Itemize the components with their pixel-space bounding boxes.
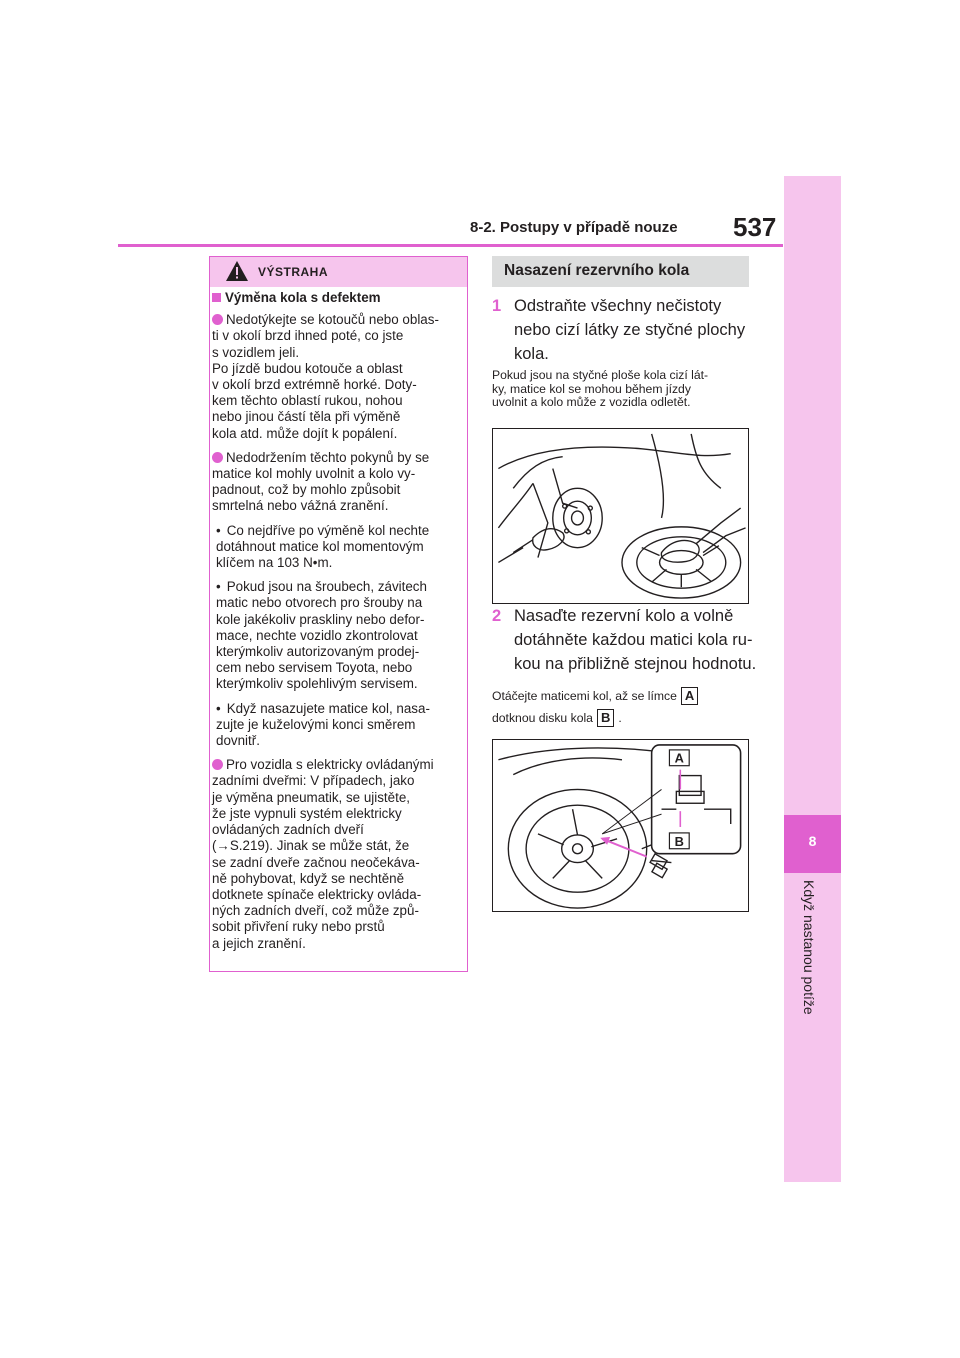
warning-item-line: dotáhnout matice kol momentovým xyxy=(216,538,424,554)
warning-item-line: dovnitř. xyxy=(216,733,260,749)
step-2-line-2: dotáhněte každou matici kola ru- xyxy=(514,631,753,649)
bullet-icon: • xyxy=(216,522,221,538)
step-1-line-2: nebo cizí látky ze styčné plochy xyxy=(514,321,746,339)
warning-subheading xyxy=(212,290,462,306)
step-2-note-part-1: Otáčejte maticemi kol, až se límce xyxy=(492,689,677,703)
warning-item xyxy=(212,757,462,951)
step-2-note-end: . xyxy=(618,711,622,725)
warning-item xyxy=(212,701,462,750)
warning-item-line: kem těchto oblastí rukou, nohou xyxy=(212,393,403,409)
warning-item-first-line xyxy=(216,579,462,595)
warning-item-line: cem nebo servisem Toyota, nebo xyxy=(216,660,413,676)
warning-item-line: zujte je kuželovými konci směrem xyxy=(216,716,416,732)
warning-item-line: kole jakékoliv praskliny nebo defor- xyxy=(216,611,425,627)
warning-items xyxy=(212,312,462,952)
bullet-icon: • xyxy=(216,700,221,716)
header-rule xyxy=(118,244,783,247)
chapter-number: 8 xyxy=(808,833,817,849)
warning-item xyxy=(212,312,462,442)
warning-item xyxy=(212,450,462,515)
warning-item-line: kola atd. může dojít k popálení. xyxy=(212,425,398,441)
warning-item-line: smrtelná nebo vážná zranění. xyxy=(212,498,389,514)
warning-item-line: Nedodržením těchto pokynů by se xyxy=(226,449,430,465)
step-1-number: 1 xyxy=(492,297,502,315)
step-1-note xyxy=(492,369,762,410)
label-b: B xyxy=(597,709,614,727)
warning-item-line: že jste vypnuli systém elektricky xyxy=(212,805,402,821)
section-title: 8-2. Postupy v případě nouze xyxy=(470,219,678,236)
warning-content xyxy=(212,290,462,960)
warning-item-line: matic nebo otvorech pro šrouby na xyxy=(216,595,423,611)
warning-item-line: Nedotýkejte se kotoučů nebo oblas- xyxy=(226,312,439,328)
warning-item-line: Co nejdříve po výměně kol nechte xyxy=(226,522,430,538)
step-2-note-part-2: dotknou disku kola xyxy=(492,711,593,725)
warning-item-first-line xyxy=(227,312,462,328)
warning-item-line: Pokud jsou na šroubech, závitech xyxy=(226,579,427,595)
page-number: 537 xyxy=(733,212,777,242)
warning-item-line: ně pohybovat, když se nechtěně xyxy=(212,870,405,886)
warning-item-first-line xyxy=(216,522,462,539)
figure-label-b: B xyxy=(674,833,684,849)
warning-item-line: sobit přivření ruky nebo prstů xyxy=(212,919,385,935)
warning-item-line: padnout, což by mohlo způsobit xyxy=(212,482,401,498)
warning-item-line: dotknete spínače elektricky ovláda- xyxy=(212,886,422,902)
step-2 xyxy=(492,604,762,676)
warning-item-line: ti v okolí brzd ihned poté, co jste xyxy=(212,328,404,344)
warning-item-line: (→S.219). Jinak se může stát, že xyxy=(212,838,410,854)
warning-item-line: nebo jinou částí těla při výměně xyxy=(212,409,401,425)
circle-bullet-icon xyxy=(212,452,223,463)
step-2-line-3: kou na přibližně stejnou hodnotu. xyxy=(514,655,757,673)
warning-item-line: matice kol mohly uvolnit a kolo vy- xyxy=(212,466,416,482)
label-a: A xyxy=(681,687,698,705)
step-1-note-line: Pokud jsou na styčné ploše kola cizí lát- xyxy=(492,368,709,382)
warning-item-line: mace, nechte vozidlo zkontrolovat xyxy=(216,627,418,643)
warning-item-line: kterýmkoliv spolehlivým servisem. xyxy=(216,676,418,692)
warning-item-line: ovládaných zadních dveří xyxy=(212,822,364,838)
warning-item-first-line xyxy=(227,757,462,773)
warning-item-first-line xyxy=(216,700,462,717)
warning-item-line: klíčem na 103 N•m. xyxy=(216,555,333,571)
warning-item-line: ných zadních dveří, což může způ- xyxy=(212,903,419,919)
warning-item xyxy=(212,523,462,572)
circle-bullet-icon xyxy=(212,759,223,770)
step-2-note xyxy=(492,685,762,729)
warning-item-first-line xyxy=(227,450,462,466)
warning-item-line: zadními dveřmi: V případech, jako xyxy=(212,773,415,789)
warning-item-line: je výměna pneumatik, se ujistěte, xyxy=(212,789,410,805)
step-1-note-line: uvolnit a kolo může z vozidla odletět. xyxy=(492,395,691,410)
warning-triangle-icon xyxy=(225,260,249,282)
section-heading: Nasazení rezervního kola xyxy=(504,262,690,279)
chapter-title: Když nastanou potíže xyxy=(801,880,817,1015)
figure-clean-wheel-hub xyxy=(492,428,749,604)
step-1-note-line: ky, matice kol se mohou během jízdy xyxy=(492,381,691,396)
warning-item-line: v okolí brzd extrémně horké. Doty- xyxy=(212,377,417,393)
warning-subheading-text: Výměna kola s defektem xyxy=(225,290,381,305)
step-1-line-1: Odstraňte všechny nečistoty xyxy=(514,297,722,315)
step-2-number: 2 xyxy=(492,607,502,625)
square-bullet-icon xyxy=(212,293,221,302)
figure-mount-spare-wheel xyxy=(492,739,749,912)
step-1-line-3: kola. xyxy=(514,345,549,363)
warning-item-line: s vozidlem jeli. xyxy=(212,344,300,360)
warning-item-line: kterýmkoliv autorizovaným prodej- xyxy=(216,644,420,660)
warning-item-line: a jejich zranění. xyxy=(212,935,306,951)
bullet-icon: • xyxy=(216,579,221,595)
warning-item-line: Když nasazujete matice kol, nasa- xyxy=(226,700,430,716)
warning-item xyxy=(212,579,462,692)
circle-bullet-icon xyxy=(212,314,223,325)
step-2-line-1: Nasaďte rezervní kolo a volně xyxy=(514,607,734,625)
figure-label-a: A xyxy=(674,750,684,766)
warning-item-line: se zadní dveře začnou neočekáva- xyxy=(212,854,420,870)
warning-item-line: Po jízdě budou kotouče a oblast xyxy=(212,360,403,376)
step-1 xyxy=(492,294,762,366)
warning-item-line: Pro vozidla s elektricky ovládanými xyxy=(226,757,434,773)
warning-title: VÝSTRAHA xyxy=(258,265,329,279)
